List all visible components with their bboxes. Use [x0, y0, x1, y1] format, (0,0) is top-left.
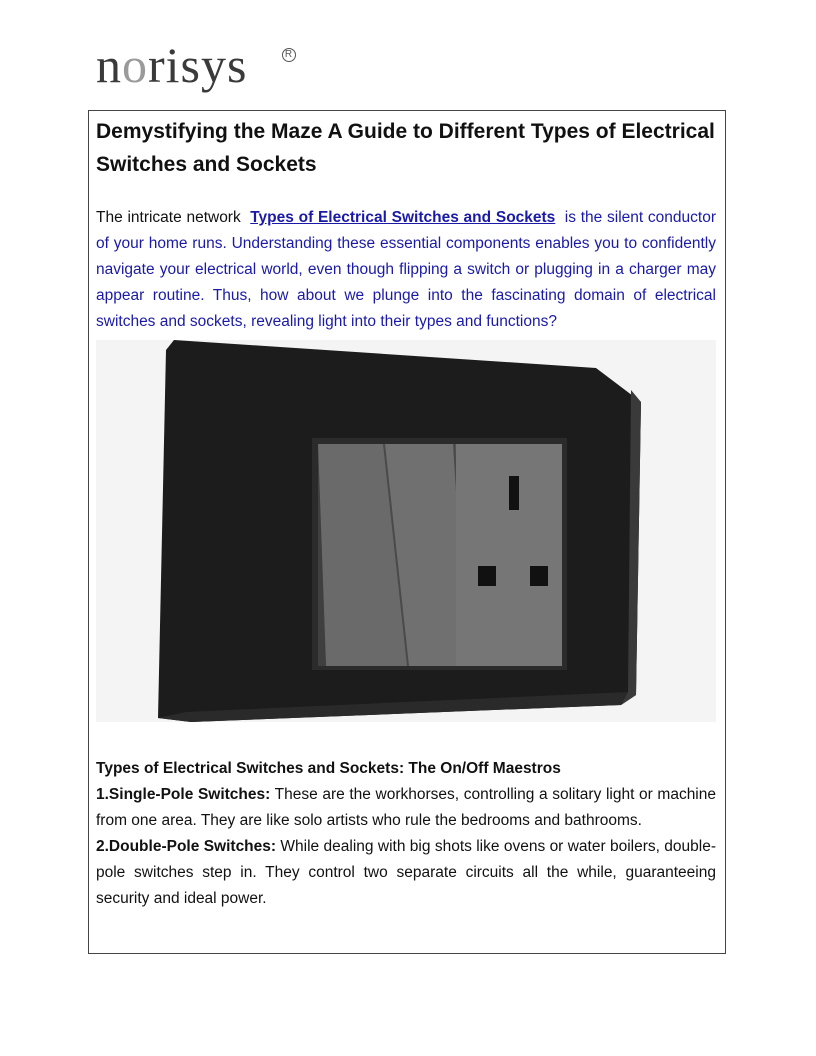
- article-body: [96, 111, 716, 912]
- logo-text-o: o: [122, 37, 148, 93]
- item-text: These are the workhorses, controlling a solitary light or machine from one area. They are like solo artists who rule the bedrooms and bathrooms.: [96, 786, 716, 829]
- list-item: [96, 782, 716, 834]
- logo-text-n: n: [96, 37, 122, 93]
- article-frame: [88, 110, 726, 954]
- item-label: 2.Double-Pole Switches:: [96, 838, 277, 855]
- item-text: While dealing with big shots like ovens or water boilers, double-pole switches step in. They control two separate circuits all the while, guaranteeing security and ideal power.: [96, 838, 716, 907]
- article-title: Demystifying the Maze A Guide to Different Types of Electrical Switches and Sockets: [96, 120, 715, 176]
- intro-rest: is the silent conductor of your home runs. Understanding these essential components enables you to confidently navigate your electrical world, even though flipping a switch or plugging in a charger may appear routine. Thus, how about we plunge into the fascinating domain of electrical switches and sockets, revealing light into their types and functions?: [96, 209, 716, 330]
- item-label: 1.Single-Pole Switches:: [96, 786, 271, 803]
- list-item: [96, 834, 716, 912]
- intro-paragraph: [96, 205, 716, 335]
- switch-socket-photo: [96, 340, 716, 722]
- registered-mark: R: [282, 48, 296, 62]
- intro-lead: The intricate network: [96, 209, 241, 226]
- norisys-logo: [96, 37, 294, 93]
- types-of-switches-link[interactable]: Types of Electrical Switches and Sockets: [250, 209, 556, 226]
- section-heading: Types of Electrical Switches and Sockets: The On/Off Maestros: [96, 760, 561, 777]
- logo-text-rest: risys: [148, 37, 248, 93]
